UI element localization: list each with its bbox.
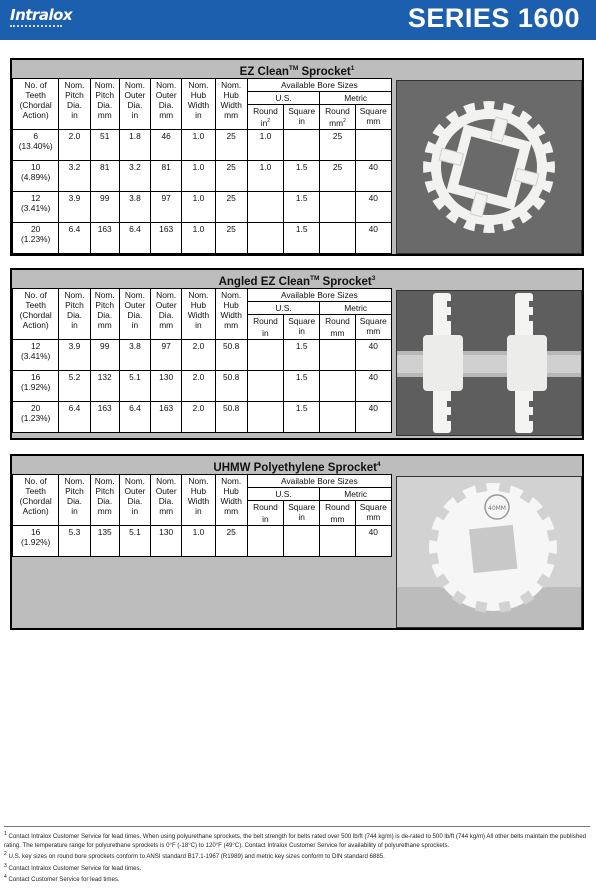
cell-hub-in: 2.0 xyxy=(182,339,215,370)
section-angled-ez-clean xyxy=(10,268,584,440)
header-us: U.S. xyxy=(247,92,320,105)
cell-us-square: 1.5 xyxy=(284,401,320,432)
cell-hub-mm: 50.8 xyxy=(215,339,247,370)
sprocket-table xyxy=(12,78,392,254)
header-us: U.S. xyxy=(247,488,320,501)
cell-pitch-in: 3.2 xyxy=(59,160,90,191)
cell-hub-in: 1.0 xyxy=(182,525,215,556)
header-metric-square: Square mm xyxy=(355,315,391,340)
header-us-round: Round $in^2$ xyxy=(247,105,283,130)
table-header-row xyxy=(13,79,392,92)
cell-m-square: 40 xyxy=(355,525,391,556)
cell-m-round: 25 xyxy=(320,160,355,191)
cell-us-square xyxy=(284,129,320,160)
cell-m-round xyxy=(320,370,355,401)
cell-teeth: 12 (3.41%) xyxy=(13,191,59,222)
sprocket-table xyxy=(12,474,392,557)
footnote: $^1$ Contact Intralox Customer Service for lead times. When using polyurethane sprockets, the belt strength for belts rated over 500 lb/ft (744 kg/m) is de-rated to 500 lb/ft (744 kg/m) All other belts maintain the published rating. The temperature range for polyurethane sprockets is 0°F (-18°C) to 120°F (49°C). Contact Intralox Customer Service for availability of polyurethane sprockets. xyxy=(4,831,586,849)
header-metric-round: Round mm xyxy=(320,501,355,526)
cell-hub-mm: 25 xyxy=(215,160,247,191)
cell-hub-in: 2.0 xyxy=(182,401,215,432)
logo-underline xyxy=(10,25,62,32)
header-outer-in: Nom. Outer Dia. in xyxy=(119,475,150,526)
cell-outer-in: 3.8 xyxy=(119,191,150,222)
cell-us-square: 1.5 xyxy=(284,339,320,370)
footnote: $^4$ Contact Customer Service for lead times. xyxy=(4,874,120,884)
cell-hub-mm: 25 xyxy=(215,191,247,222)
cell-pitch-mm: 132 xyxy=(90,370,119,401)
table-row xyxy=(13,525,392,556)
cell-hub-in: 2.0 xyxy=(182,370,215,401)
header-pitch-mm: Nom. Pitch Dia. mm xyxy=(90,289,119,340)
cell-outer-in: 5.1 xyxy=(119,370,150,401)
cell-us-round xyxy=(247,401,283,432)
cell-m-round xyxy=(320,525,355,556)
header-outer-in: Nom. Outer Dia. in xyxy=(119,289,150,340)
cell-teeth: 16 (1.92%) xyxy=(13,525,59,556)
cell-pitch-mm: 135 xyxy=(90,525,119,556)
cell-hub-mm: 50.8 xyxy=(215,401,247,432)
cell-hub-in: 1.0 xyxy=(182,222,215,253)
cell-teeth: 6 (13.40%) xyxy=(13,129,59,160)
cell-us-square: 1.5 xyxy=(284,160,320,191)
header-us: U.S. xyxy=(247,302,320,315)
header-outer-in: Nom. Outer Dia. in xyxy=(119,79,150,130)
header-hub-in: Nom. Hub Width in xyxy=(182,79,215,130)
cell-pitch-mm: 81 xyxy=(90,160,119,191)
table-header-row xyxy=(13,475,392,488)
cell-m-square: 40 xyxy=(355,401,391,432)
cell-outer-mm: 163 xyxy=(151,222,182,253)
cell-outer-mm: 130 xyxy=(151,525,182,556)
header-us-square: Square in xyxy=(284,105,320,130)
sprocket-table xyxy=(12,288,392,433)
cell-outer-in: 6.4 xyxy=(119,401,150,432)
cell-m-round xyxy=(320,339,355,370)
footnote: $^3$ Contact Intralox Customer Service for lead times. xyxy=(4,862,142,872)
header-outer-mm: Nom. Outer Dia. mm xyxy=(151,475,182,526)
cell-outer-in: 1.8 xyxy=(119,129,150,160)
header-pitch-in: Nom. Pitch Dia. in xyxy=(59,79,90,130)
cell-outer-in: 3.2 xyxy=(119,160,150,191)
header-bore-sizes: Available Bore Sizes xyxy=(247,475,391,488)
header-pitch-mm: Nom. Pitch Dia. mm xyxy=(90,475,119,526)
header-teeth: No. of Teeth (Chordal Action) xyxy=(13,79,59,130)
header-metric-square: Square mm xyxy=(355,501,391,526)
header-metric: Metric xyxy=(320,488,392,501)
table-row xyxy=(13,339,392,370)
cell-pitch-mm: 163 xyxy=(90,222,119,253)
cell-outer-in: 3.8 xyxy=(119,339,150,370)
cell-outer-mm: 163 xyxy=(151,401,182,432)
header-us-square: Square in xyxy=(284,315,320,340)
table-header-row xyxy=(13,289,392,302)
cell-outer-mm: 81 xyxy=(151,160,182,191)
cell-hub-mm: 25 xyxy=(215,222,247,253)
table-row xyxy=(13,222,392,253)
cell-pitch-mm: 99 xyxy=(90,191,119,222)
header-teeth: No. of Teeth (Chordal Action) xyxy=(13,289,59,340)
cell-pitch-in: 5.3 xyxy=(59,525,90,556)
cell-us-round xyxy=(247,191,283,222)
header-bore-sizes: Available Bore Sizes xyxy=(247,289,391,302)
cell-hub-mm: 50.8 xyxy=(215,370,247,401)
cell-pitch-in: 2.0 xyxy=(59,129,90,160)
cell-outer-in: 5.1 xyxy=(119,525,150,556)
cell-teeth: 10 (4.89%) xyxy=(13,160,59,191)
header-bore-sizes: Available Bore Sizes xyxy=(247,79,391,92)
cell-us-round: 1.0 xyxy=(247,160,283,191)
cell-pitch-in: 5.2 xyxy=(59,370,90,401)
sprocket-photo xyxy=(396,476,582,628)
header-outer-mm: Nom. Outer Dia. mm xyxy=(151,79,182,130)
footnote-divider xyxy=(4,826,590,827)
cell-outer-mm: 130 xyxy=(151,370,182,401)
cell-outer-mm: 97 xyxy=(151,339,182,370)
cell-teeth: 20 (1.23%) xyxy=(13,222,59,253)
cell-m-round xyxy=(320,401,355,432)
header-teeth: No. of Teeth (Chordal Action) xyxy=(13,475,59,526)
cell-pitch-mm: 99 xyxy=(90,339,119,370)
header-hub-mm: Nom. Hub Width mm xyxy=(215,289,247,340)
header-metric-round: Round $mm^2$ xyxy=(320,105,355,130)
cell-hub-in: 1.0 xyxy=(182,129,215,160)
header-metric-round: Round mm xyxy=(320,315,355,340)
cell-pitch-in: 6.4 xyxy=(59,401,90,432)
cell-m-square xyxy=(355,129,391,160)
cell-outer-mm: 46 xyxy=(151,129,182,160)
section-title: EZ Clean™ Sprocket$^1$ xyxy=(239,65,355,78)
header-metric: Metric xyxy=(320,92,392,105)
header-pitch-in: Nom. Pitch Dia. in xyxy=(59,475,90,526)
cell-us-round xyxy=(247,525,283,556)
cell-m-round xyxy=(320,191,355,222)
cell-hub-mm: 25 xyxy=(215,129,247,160)
cell-us-square: 1.5 xyxy=(284,191,320,222)
cell-pitch-mm: 163 xyxy=(90,401,119,432)
cell-pitch-in: 6.4 xyxy=(59,222,90,253)
cell-m-round: 25 xyxy=(320,129,355,160)
header-pitch-mm: Nom. Pitch Dia. mm xyxy=(90,79,119,130)
section-uhmw xyxy=(10,454,584,630)
cell-pitch-mm: 51 xyxy=(90,129,119,160)
table-row xyxy=(13,370,392,401)
cell-m-square: 40 xyxy=(355,191,391,222)
header-hub-in: Nom. Hub Width in xyxy=(182,475,215,526)
header-pitch-in: Nom. Pitch Dia. in xyxy=(59,289,90,340)
cell-us-round xyxy=(247,370,283,401)
header-metric-square: Square mm xyxy=(355,105,391,130)
section-ez-clean xyxy=(10,58,584,256)
sprocket-stamp: 40MM xyxy=(488,505,506,512)
table-row xyxy=(13,401,392,432)
table-row xyxy=(13,129,392,160)
section-title: UHMW Polyethylene Sprocket$^4$ xyxy=(213,461,381,474)
table-row xyxy=(13,191,392,222)
sprocket-photo xyxy=(396,80,582,254)
intralox-logo: Intralox xyxy=(10,6,73,24)
cell-m-square: 40 xyxy=(355,160,391,191)
cell-us-square: 1.5 xyxy=(284,370,320,401)
header-us-round: Round in xyxy=(247,501,283,526)
header-us-round: Round in xyxy=(247,315,283,340)
cell-m-square: 40 xyxy=(355,339,391,370)
header-hub-in: Nom. Hub Width in xyxy=(182,289,215,340)
cell-m-round xyxy=(320,222,355,253)
table-row xyxy=(13,160,392,191)
cell-hub-in: 1.0 xyxy=(182,160,215,191)
footnote: $^2$ U.S. key sizes on round bore sprockets conform to ANSI standard B17.1-1967 (R1989) and metric key sizes conform to DIN standard 6885. xyxy=(4,851,385,861)
cell-outer-mm: 97 xyxy=(151,191,182,222)
header-banner xyxy=(0,0,596,40)
cell-us-square: 1.5 xyxy=(284,222,320,253)
cell-pitch-in: 3.9 xyxy=(59,191,90,222)
header-metric: Metric xyxy=(320,302,392,315)
section-title: Angled EZ Clean™ Sprocket$^3$ xyxy=(218,275,376,288)
header-outer-mm: Nom. Outer Dia. mm xyxy=(151,289,182,340)
header-hub-mm: Nom. Hub Width mm xyxy=(215,79,247,130)
cell-us-square xyxy=(284,525,320,556)
cell-pitch-in: 3.9 xyxy=(59,339,90,370)
cell-us-round xyxy=(247,222,283,253)
cell-us-round: 1.0 xyxy=(247,129,283,160)
cell-teeth: 12 (3.41%) xyxy=(13,339,59,370)
cell-teeth: 20 (1.23%) xyxy=(13,401,59,432)
header-hub-mm: Nom. Hub Width mm xyxy=(215,475,247,526)
cell-m-square: 40 xyxy=(355,222,391,253)
cell-outer-in: 6.4 xyxy=(119,222,150,253)
footnotes xyxy=(4,830,594,885)
cell-hub-mm: 25 xyxy=(215,525,247,556)
cell-us-round xyxy=(247,339,283,370)
cell-teeth: 16 (1.92%) xyxy=(13,370,59,401)
cell-hub-in: 1.0 xyxy=(182,191,215,222)
header-us-square: Square in xyxy=(284,501,320,526)
page-title: SERIES 1600 xyxy=(407,3,580,33)
cell-m-square: 40 xyxy=(355,370,391,401)
sprocket-photo xyxy=(396,290,582,436)
